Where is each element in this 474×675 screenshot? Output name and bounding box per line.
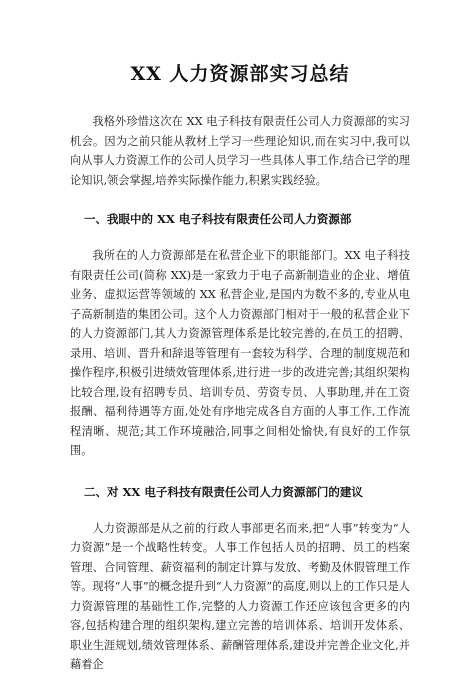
document-title: XX 人力资源部实习总结	[130, 63, 350, 85]
intro-paragraph: 我格外珍惜这次在 XX 电子科技有限责任公司人力资源部的实习机会。因为之前只能从教材上学习一些理论知识,而在实习中,我可以向从事人力资源工作的公司人员学习一些具体人事工作,结合已学的理论知识,领会掌握,培养实际操作能力,积累实践经验。	[70, 115, 410, 187]
section-body-2: 人力资源部是从之前的行政人事部更名而来,把“人事”转变为“人力资源”是一个战略性转变。人事工作包括人员的招聘、员工的档案管理、合同管理、薪资福利的制定计算与发放、考勤及休假管理工作等。现将“人事”的概念提升到“人力资源”的高度,则以上的工作只是人力资源管理的基础性工作,完整的人力资源工作还应该包含更多的内容,包括构建合理的组织架构,建立完善的培训体系、培训开发体系、职业生涯规划,绩效管理体系、薪酬管理体系,建设并完善企业文化,并藉着企	[70, 521, 410, 671]
section-heading-2: 二、对 XX 电子科技有限责任公司人力资源部门的建议	[84, 484, 363, 499]
section-heading-1: 一、我眼中的 XX 电子科技有限责任公司人力资源部	[84, 212, 352, 226]
section-body-1: 我所在的人力资源部是在私营企业下的职能部门。XX 电子科技有限责任公司(简称 XX)是一家致力于电子高新制造业的企业、增值业务、虚拟运营等领域的 XX 私营企业,是国内为数不多的,专业从电子高新制造的集团公司。这个人力资源部门相对于一般的私营企业下的人力资源部门,其人力资源管理体系是比较完善的,在员工的招聘、录用、培训、晋升和辞退等管理有一套较为科学、合理的制度规范和操作程序,积极引进绩效管理体系,进行进一步的改进完善;其组织架构比较合理,设有招聘专员、培训专员、劳资专员、人事助理,并在工资报酬、福利待遇等方面,处处有序地完成各自方面的人事工作,工作流程清晰、规范;其工作环境融洽,同事之间相处愉快,有良好的工作氛围。	[70, 249, 410, 457]
